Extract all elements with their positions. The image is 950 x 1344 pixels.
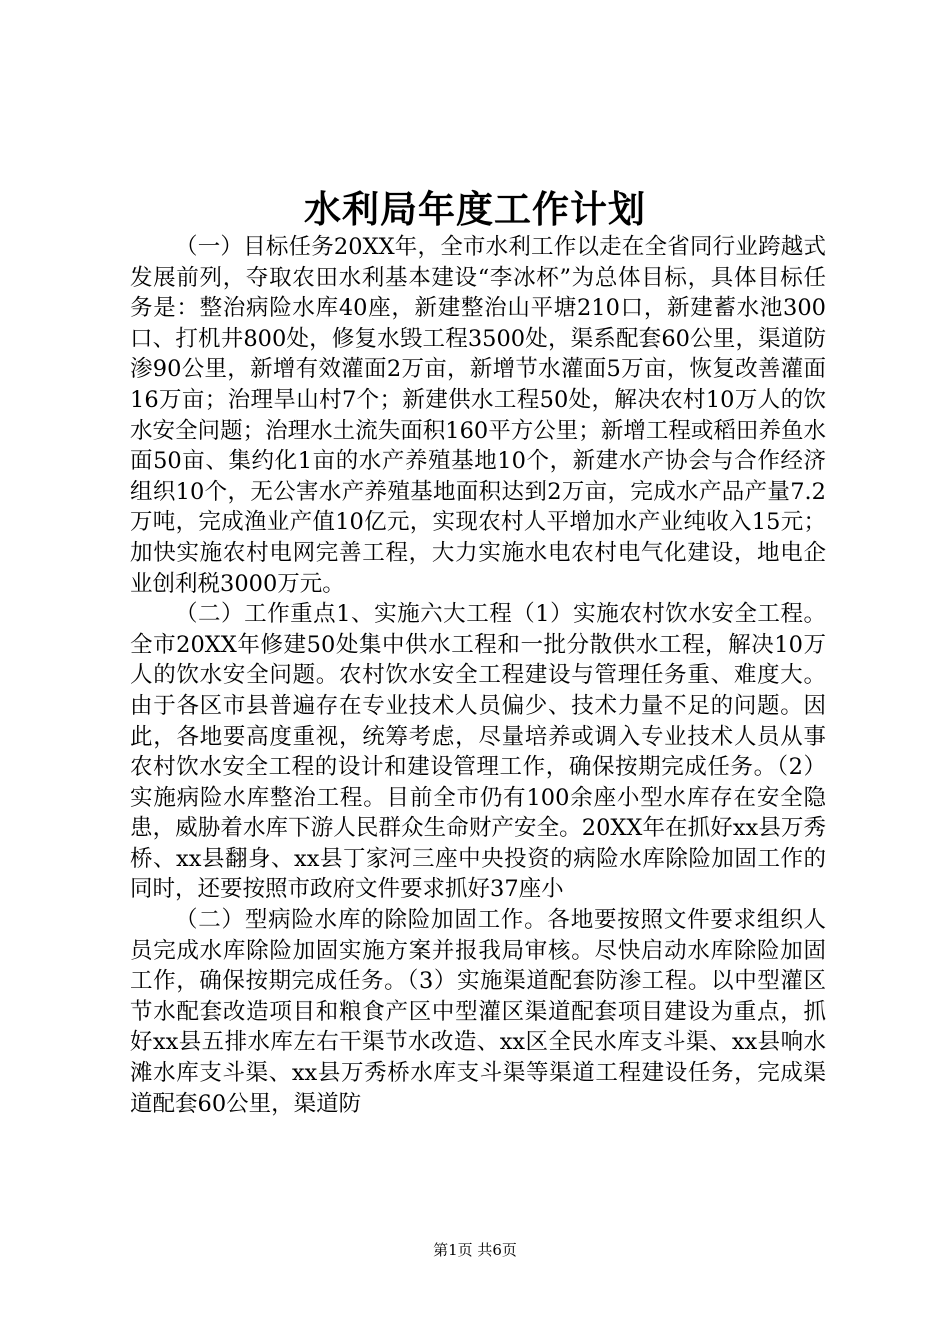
paragraph-key-work: （二）工作重点1、实施六大工程（1）实施农村饮水安全工程。全市20XX年修建50处集中供水工程和一批分散供水工程，解决10万人的饮水安全问题。农村饮水安全工程建设与管理任务重、难度大。由于各区市县普遍存在专业技术人员偏少、技术力量不足的问题。因此，各地要高度重视，统筹考虑，尽量培养或调入专业技术人员从事农村饮水安全工程的设计和建设管理工作，确保按期完成任务。（2）实施病险水库整治工程。目前全市仍有100余座小型水库存在安全隐患，威胁着水库下游人民群众生命财产安全。20XX年在抓好xx县万秀桥、xx县翻身、xx县丁家河三座中央投资的病险水库除险加固工作的同时，还要按照市政府文件要求抓好37座小 <box>130 601 826 903</box>
document-body <box>130 232 826 1119</box>
page-number-footer: 第1页 共6页 <box>433 1241 517 1259</box>
document-title: 水利局年度工作计划 <box>304 187 646 231</box>
paragraph-reservoir-work: （二）型病险水库的除险加固工作。各地要按照文件要求组织人员完成水库除险加固实施方案并报我局审核。尽快启动水库除险加固工作，确保按期完成任务。（3）实施渠道配套防渗工程。以中型灌区节水配套改造项目和粮食产区中型灌区渠道配套项目建设为重点，抓好xx县五排水库左右干渠节水改造、xx区全民水库支斗渠、xx县响水滩水库支斗渠、xx县万秀桥水库支斗渠等渠道工程建设任务，完成渠道配套60公里，渠道防 <box>130 907 826 1117</box>
paragraph-targets: （一）目标任务20XX年，全市水利工作以走在全省同行业跨越式发展前列，夺取农田水利基本建设“李冰杯”为总体目标，具体目标任务是：整治病险水库40座，新建整治山平塘210口，新建蓄水池300口、打机井800处，修复水毁工程3500处，渠系配套60公里，渠道防渗90公里，新增有效灌面2万亩，新增节水灌面5万亩，恢复改善灌面16万亩；治理旱山村7个；新建供水工程50处，解决农村10万人的饮水安全问题；治理水土流失面积160平方公里；新增工程或稻田养鱼水面50亩、集约化1亩的水产养殖基地10个，新建水产协会与合作经济组织10个，无公害水产养殖基地面积达到2万亩，完成水产品产量7.2万吨，完成渔业产值10亿元，实现农村人平增加水产业纯收入15元；加快实施农村电网完善工程，大力实施水电农村电气化建设，地电企业创利税3000万元。 <box>130 234 826 597</box>
